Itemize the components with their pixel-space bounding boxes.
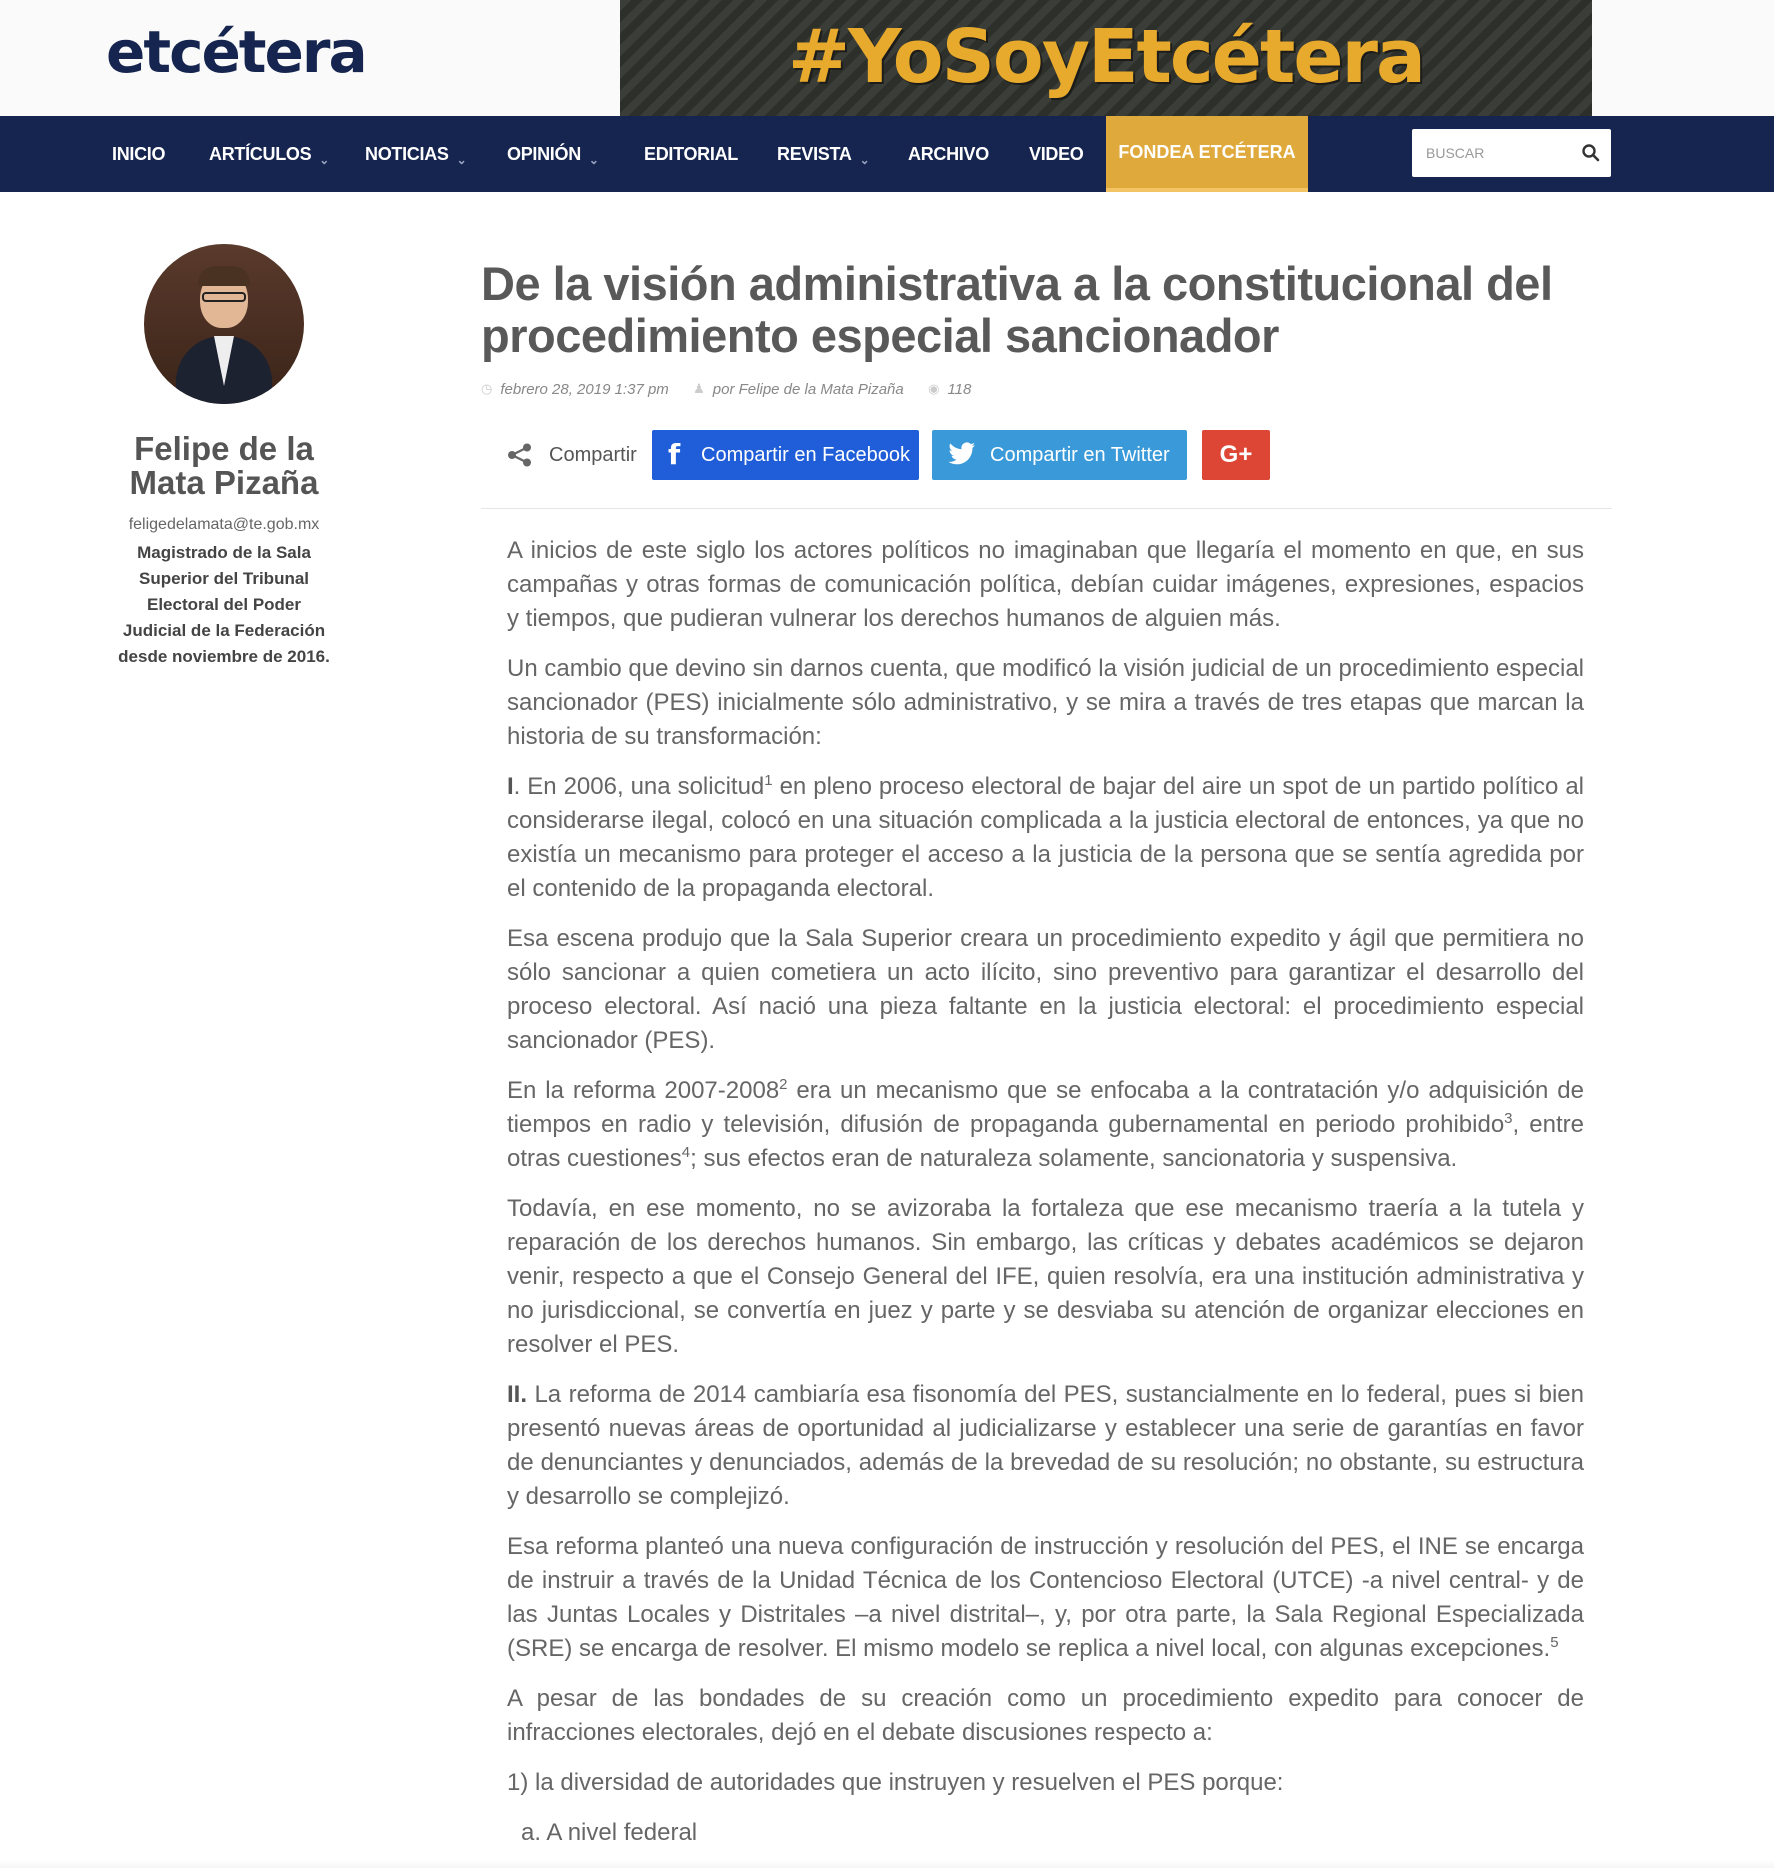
eye-icon: ◉	[928, 381, 940, 397]
share-twitter-button[interactable]	[932, 430, 1187, 480]
footnote-ref[interactable]: 4	[681, 1144, 691, 1161]
paragraph-text: En la reforma 2007-2008	[507, 1077, 780, 1104]
share-googleplus-button[interactable]: G+	[1202, 430, 1270, 480]
nav-label: REVISTA	[777, 144, 852, 164]
nav-label: INICIO	[112, 144, 166, 164]
article-title: De la visión administrativa a la constitucional del procedimiento especial sancionador	[481, 257, 1553, 362]
main-nav	[0, 116, 1774, 192]
share-facebook-label: Compartir en Facebook	[701, 444, 910, 466]
paragraph: A inicios de este siglo los actores políticos no imaginaban que llegaría el momento en que, en sus campañas y otras formas de comunicación política, debían cuidar imágenes, expresiones, espacios y tiempos, que pudieran vulnerar los derechos humanos de alguien más.	[507, 537, 1584, 632]
paragraph-text: era un mecanismo que se enfocaba a la contratación y/o adquisición de tiempos en radio y televisión, difusión de propaganda gubernamental en periodo prohibido	[507, 1077, 1584, 1138]
paragraph-text: ; sus efectos eran de naturaleza solamente, sancionatoria y suspensiva.	[690, 1145, 1458, 1172]
chevron-down-icon: ⌄	[588, 153, 599, 167]
share-icon	[507, 443, 533, 467]
author-name[interactable]: Felipe de la Mata Pizaña	[129, 430, 319, 501]
paragraph-text: en pleno proceso electoral de bajar del aire un spot de un partido político al considerarse ilegal, colocó en una situación complicada a la justicia electoral de entonces, ya que no existía un mecanismo para proteger el acceso a la justicia de la persona que se sentía agredida por el contenido de la propaganda electoral.	[507, 773, 1584, 902]
paragraph	[507, 1074, 1584, 1176]
footnote-ref[interactable]: 3	[1504, 1110, 1513, 1127]
paragraph-text: . En 2006, una solicitud	[513, 773, 765, 800]
avatar-hair	[198, 266, 250, 286]
list-item: 1) la diversidad de autoridades que instruyen y resuelven el PES porque:	[507, 1769, 1284, 1796]
paragraph	[507, 1378, 1584, 1514]
nav-item-fondea[interactable]: FONDEA ETCÉTERA	[1106, 116, 1308, 192]
nav-item-articulos[interactable]	[209, 116, 329, 192]
search-input[interactable]	[1412, 129, 1576, 177]
section-marker: I	[507, 773, 514, 800]
clock-icon: ◷	[481, 381, 493, 397]
list-item: a. A nivel federal	[521, 1819, 698, 1846]
nav-label: ARTÍCULOS	[209, 144, 312, 164]
user-icon: ♟	[693, 381, 705, 397]
nav-item-opinion[interactable]	[507, 116, 599, 192]
facebook-icon: f	[668, 438, 681, 471]
article-date: febrero 28, 2019 1:37 pm	[500, 380, 669, 398]
paragraph-text: La reforma de 2014 cambiaría esa fisonomía del PES, sustancialmente en lo federal, pues si bien presentó nuevas áreas de oportunidad al judicializarse y establecer una serie de garantías en favor de denunciantes y denunciados, además de la brevedad de su resolución; no obstante, su estructura y desarrollo se complejizó.	[507, 1381, 1584, 1510]
author-avatar[interactable]	[144, 244, 304, 404]
share-label	[507, 430, 637, 480]
chevron-down-icon: ⌄	[456, 153, 467, 167]
search-box	[1412, 129, 1611, 177]
paragraph: A pesar de las bondades de su creación como un procedimiento expedito para conocer de infracciones electorales, dejó en el debate discusiones respecto a:	[507, 1685, 1584, 1746]
nav-label: ARCHIVO	[908, 144, 989, 164]
site-header	[0, 0, 1774, 116]
article-meta	[481, 380, 971, 398]
paragraph: Todavía, en ese momento, no se avizoraba la fortaleza que ese mecanismo traería a la tutela y reparación de los derechos humanos. Sin embargo, las críticas y debates académicos se dejaron venir, respecto a que el Consejo General del IFE, quien resolvía, era una institución administrativa y no jurisdiccional, se convertía en juez y parte y se desviaba su atención de organizar elecciones en resolver el PES.	[507, 1195, 1584, 1358]
chevron-down-icon: ⌄	[859, 153, 870, 167]
author-email[interactable]: feligedelamata@te.gob.mx	[128, 516, 320, 533]
section-marker: II.	[507, 1381, 528, 1408]
footnote-ref[interactable]: 2	[779, 1076, 788, 1093]
article-views: 118	[947, 380, 972, 398]
avatar-glasses	[202, 292, 246, 302]
page-bottom-shade	[0, 1860, 1774, 1868]
share-facebook-button[interactable]	[652, 430, 919, 480]
site-logo[interactable]: etcétera	[106, 18, 366, 86]
nav-item-noticias[interactable]	[365, 116, 466, 192]
banner-text: #YoSoyEtcétera	[788, 14, 1424, 100]
paragraph	[507, 770, 1584, 906]
nav-item-inicio[interactable]	[112, 116, 165, 192]
nav-label: OPINIÓN	[507, 144, 581, 164]
nav-item-editorial[interactable]	[644, 116, 738, 192]
share-twitter-label: Compartir en Twitter	[990, 444, 1170, 466]
chevron-down-icon: ⌄	[319, 153, 330, 167]
paragraph	[507, 1530, 1584, 1666]
paragraph-text: , entre otras cuestiones	[507, 1111, 1584, 1172]
twitter-icon	[948, 442, 976, 466]
article-byline[interactable]: por Felipe de la Mata Pizaña	[712, 380, 904, 398]
author-bio: Magistrado de la Sala Superior del Tribunal Electoral del Poder Judicial de la Federación desde noviembre de 2016.	[118, 543, 330, 666]
share-label-text: Compartir	[549, 444, 637, 466]
footnote-ref[interactable]: 5	[1550, 1634, 1559, 1651]
divider	[481, 508, 1612, 509]
footnote-ref[interactable]: 1	[764, 772, 773, 789]
nav-item-archivo[interactable]	[908, 116, 989, 192]
paragraph: Esa escena produjo que la Sala Superior creara un procedimiento expedito y ágil que permitiera no sólo sancionar a quien cometiera un acto ilícito, sino preventivo para garantizar el desarrollo del proceso electoral. Así nació una pieza faltante en la justicia electoral: el procedimiento especial sancionador (PES).	[507, 925, 1584, 1054]
promo-banner[interactable]	[620, 0, 1592, 116]
nav-item-revista[interactable]	[777, 116, 869, 192]
nav-label: VIDEO	[1029, 144, 1084, 164]
nav-item-video[interactable]	[1029, 116, 1084, 192]
paragraph: Un cambio que devino sin darnos cuenta, que modificó la visión judicial de un procedimiento especial sancionador (PES) inicialmente sólo administrativo, y se mira a través de tres etapas que marcan la historia de su transformación:	[507, 655, 1584, 750]
paragraph-text: Esa reforma planteó una nueva configuración de instrucción y resolución del PES, el INE se encarga de instruir a través de la Unidad Técnica de los Contencioso Electoral (UTCE) -a nivel central- y de las Juntas Locales y Distritales –a nivel distrital–, y, por otra parte, la Sala Regional Especializada (SRE) se encarga de resolver. El mismo modelo se replica a nivel local, con algunas excepciones.	[507, 1533, 1584, 1662]
search-icon[interactable]	[1581, 143, 1601, 163]
nav-label: NOTICIAS	[365, 144, 449, 164]
nav-label: EDITORIAL	[644, 144, 738, 164]
article-body	[507, 534, 1584, 1866]
